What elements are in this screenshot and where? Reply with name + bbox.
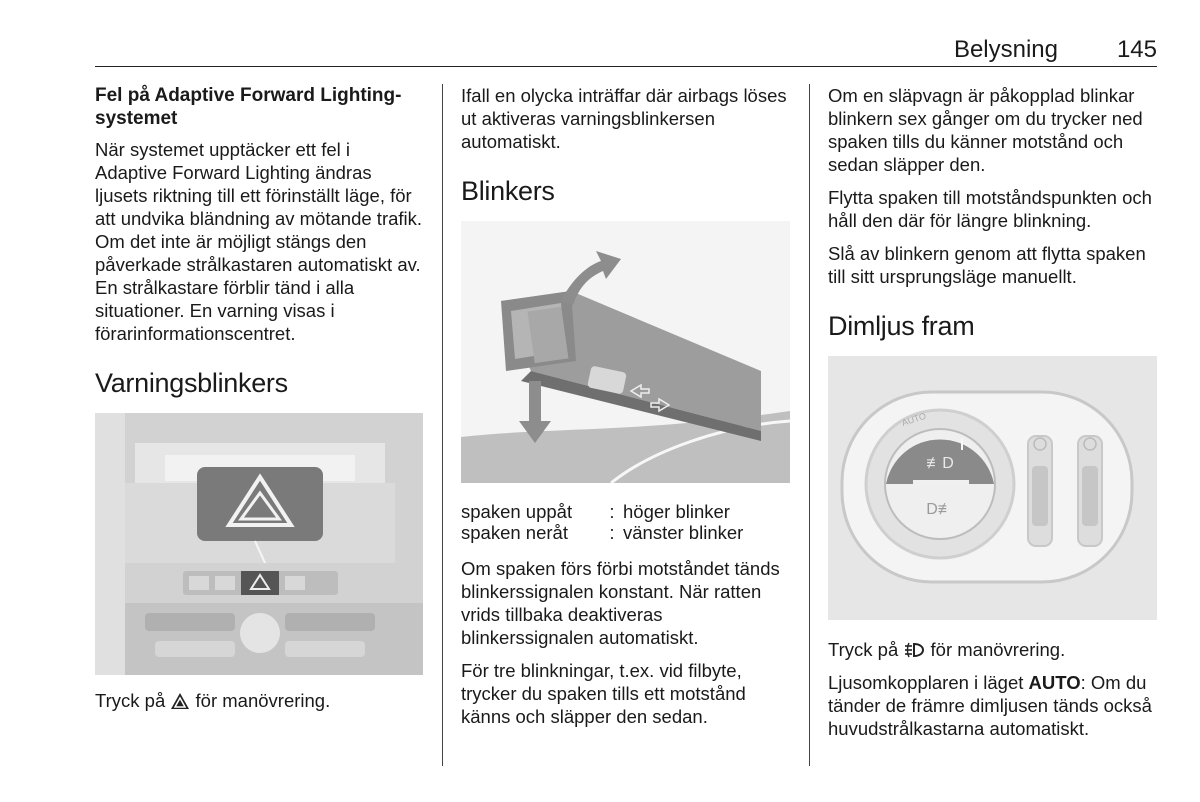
definition-separator: : <box>609 501 615 522</box>
svg-text:≢D: ≢D <box>926 455 954 472</box>
trailer-paragraph: Om en släpvagn är påkopplad blinkar blinkern sex gånger om du trycker ned spaken tills du känner motstånd och sedan släpper den. <box>828 85 1143 175</box>
definition-row <box>461 522 791 543</box>
definition-separator: : <box>609 522 615 543</box>
afl-paragraph: När systemet upptäcker ett fel i Adaptive Forward Lighting ändras ljusets riktning till ett förinställt läge, för att undvika bländning av mötande trafik. Om det inte är möjligt stängs den påverkade strålkastaren automatiskt av. En strålkastare förblir tänd i alla situationer. En varning visas i förarinformationscentret. <box>95 139 423 344</box>
airbag-paragraph: Ifall en olycka inträffar där airbags löses ut aktiveras varningsblinkersen automatiskt. <box>461 85 787 152</box>
definition-term: spaken uppåt <box>461 501 573 522</box>
auto-paragraph <box>828 671 1158 740</box>
definition-row <box>461 501 791 522</box>
page-number: 145 <box>1116 36 1157 63</box>
header-rule <box>95 66 1157 67</box>
column-1 <box>95 84 425 722</box>
column-divider-2 <box>809 84 810 766</box>
definition-value: höger blinker <box>623 501 730 522</box>
lever-definitions <box>461 501 791 543</box>
three-flash-paragraph: För tre blinkningar, t.ex. vid filbyte, trycker du spaken tills ett motstånd känns och släpper den sedan. <box>461 660 746 727</box>
svg-text:D≢: D≢ <box>926 501 954 518</box>
fog-caption-post: för manövrering. <box>930 639 1066 660</box>
column-divider-1 <box>442 84 443 766</box>
fog-caption <box>828 638 1158 661</box>
auto-text-post: : Om du tänder de främre dimljusen tänds också huvudstrålkastarna automatiskt. <box>828 672 1152 739</box>
off-paragraph: Slå av blinkern genom att flytta spaken till sitt ursprungsläge manuellt. <box>828 243 1146 287</box>
front-fog-light-icon <box>903 641 925 659</box>
fog-caption-pre: Tryck på <box>828 639 899 660</box>
fog-heading: Dimljus fram <box>828 311 975 341</box>
switch-auto-label: AUTO <box>900 410 928 428</box>
hazard-heading: Varningsblinkers <box>95 368 288 398</box>
definition-value: vänster blinker <box>623 522 744 543</box>
blinker-heading: Blinkers <box>461 176 555 206</box>
auto-text-pre: Ljusomkopplaren i läget <box>828 672 1024 693</box>
column-3 <box>828 84 1158 750</box>
hazard-caption-pre: Tryck på <box>95 690 166 711</box>
afl-heading: Fel på Adaptive Forward Lighting-systemet <box>95 85 402 129</box>
definition-term: spaken neråt <box>461 522 568 543</box>
light-switch-figure <box>828 356 1157 620</box>
hold-paragraph: Flytta spaken till motståndspunkten och håll den där för längre blinkning. <box>828 187 1152 231</box>
beyond-resistance-paragraph: Om spaken förs förbi motståndet tänds blinkerssignalen konstant. När ratten vrids tillbaka deaktiveras blinkerssignalen automatiskt. <box>461 558 780 648</box>
hazard-figure <box>95 413 423 675</box>
section-title: Belysning <box>953 36 1058 63</box>
turn-signal-lever-figure <box>461 221 790 483</box>
hazard-warning-icon <box>170 692 190 710</box>
hazard-caption <box>95 689 425 712</box>
auto-keyword: AUTO <box>1028 672 1081 693</box>
hazard-caption-post: för manövrering. <box>195 690 331 711</box>
column-2 <box>461 84 791 738</box>
